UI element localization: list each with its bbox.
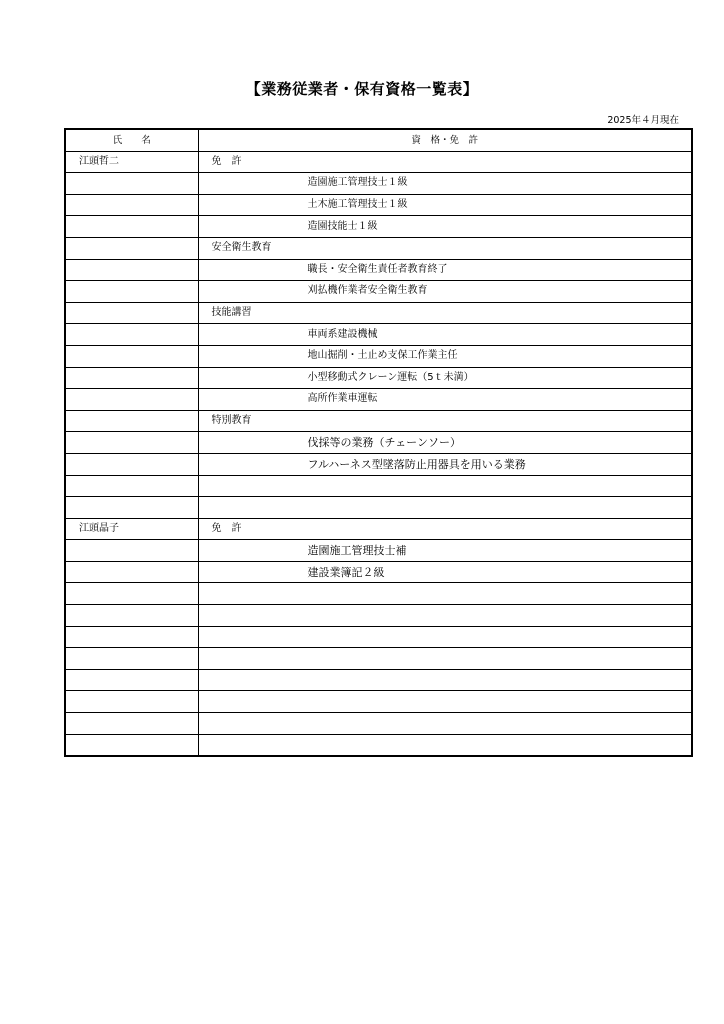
person-name-cell [65, 583, 198, 605]
qualification-item-cell [198, 691, 692, 713]
qualification-table [64, 128, 693, 757]
qualification-item-cell [198, 734, 692, 756]
qualification-item-cell: 造園施工管理技士補 [198, 540, 692, 562]
table-row [65, 216, 692, 238]
person-name-cell [65, 302, 198, 324]
person-name-cell [65, 367, 198, 389]
table-row [65, 734, 692, 756]
person-name-cell [65, 259, 198, 281]
as-of-date: 2025年４月現在 [607, 115, 679, 126]
qualification-item-cell [198, 475, 692, 497]
qualification-category-cell: 免 許 [198, 518, 692, 540]
qualification-item-cell: 建設業簿記２級 [198, 561, 692, 583]
qualification-item-cell [198, 605, 692, 627]
qualification-item-cell [198, 583, 692, 605]
qualification-category-cell: 特別教育 [198, 410, 692, 432]
qualification-item-cell [198, 713, 692, 735]
person-name-cell: 江頭哲二 [65, 151, 198, 173]
person-name-cell [65, 432, 198, 454]
table-row [65, 561, 692, 583]
table-row [65, 626, 692, 648]
table-row [65, 648, 692, 670]
qualification-item-cell [198, 626, 692, 648]
person-name-cell [65, 173, 198, 195]
table-row [65, 669, 692, 691]
person-name-cell [65, 281, 198, 303]
qualification-item-cell: フルハーネス型墜落防止用器具を用いる業務 [198, 453, 692, 475]
person-name-cell [65, 453, 198, 475]
qualification-category-cell: 免 許 [198, 151, 692, 173]
table-row [65, 410, 692, 432]
qualification-item-cell: 伐採等の業務（チェーンソー） [198, 432, 692, 454]
table-header-row [65, 129, 692, 151]
person-name-cell [65, 216, 198, 238]
person-name-cell [65, 713, 198, 735]
header-qualification: 資 格・免 許 [198, 129, 692, 151]
table-row [65, 497, 692, 519]
table-row [65, 605, 692, 627]
person-name-cell [65, 345, 198, 367]
table-row [65, 259, 692, 281]
table-row [65, 367, 692, 389]
person-name-cell: 江頭晶子 [65, 518, 198, 540]
table-row [65, 583, 692, 605]
person-name-cell [65, 324, 198, 346]
table-row [65, 713, 692, 735]
document-title: 【業務従業者・保有資格一覧表】 [245, 80, 479, 98]
table-row [65, 389, 692, 411]
table-row [65, 518, 692, 540]
qualification-item-cell [198, 648, 692, 670]
person-name-cell [65, 540, 198, 562]
qualification-item-cell: 造園技能士１級 [198, 216, 692, 238]
person-name-cell [65, 648, 198, 670]
person-name-cell [65, 669, 198, 691]
table-row [65, 540, 692, 562]
table-row [65, 237, 692, 259]
person-name-cell [65, 605, 198, 627]
qualification-item-cell: 造園施工管理技士１級 [198, 173, 692, 195]
qualification-item-cell: 刈払機作業者安全衛生教育 [198, 281, 692, 303]
table-row [65, 345, 692, 367]
table-row [65, 324, 692, 346]
table-row [65, 173, 692, 195]
qualification-item-cell: 高所作業車運転 [198, 389, 692, 411]
qualification-item-cell [198, 497, 692, 519]
table-row [65, 691, 692, 713]
table-row [65, 475, 692, 497]
person-name-cell [65, 561, 198, 583]
qualification-item-cell [198, 669, 692, 691]
qualification-category-cell: 安全衛生教育 [198, 237, 692, 259]
person-name-cell [65, 691, 198, 713]
qualification-category-cell: 技能講習 [198, 302, 692, 324]
qualification-item-cell: 土木施工管理技士１級 [198, 194, 692, 216]
qualification-item-cell: 地山掘削・土止め支保工作業主任 [198, 345, 692, 367]
table-row [65, 194, 692, 216]
header-name: 氏 名 [65, 129, 198, 151]
table-row [65, 281, 692, 303]
person-name-cell [65, 497, 198, 519]
table-row [65, 302, 692, 324]
person-name-cell [65, 475, 198, 497]
qualification-item-cell: 車両系建設機械 [198, 324, 692, 346]
person-name-cell [65, 410, 198, 432]
person-name-cell [65, 237, 198, 259]
person-name-cell [65, 389, 198, 411]
table-body [65, 151, 692, 756]
qualification-item-cell: 職長・安全衛生責任者教育終了 [198, 259, 692, 281]
qualification-item-cell: 小型移動式クレーン運転（5ｔ未満） [198, 367, 692, 389]
person-name-cell [65, 626, 198, 648]
person-name-cell [65, 734, 198, 756]
table-row [65, 432, 692, 454]
person-name-cell [65, 194, 198, 216]
table-row [65, 453, 692, 475]
table-row [65, 151, 692, 173]
